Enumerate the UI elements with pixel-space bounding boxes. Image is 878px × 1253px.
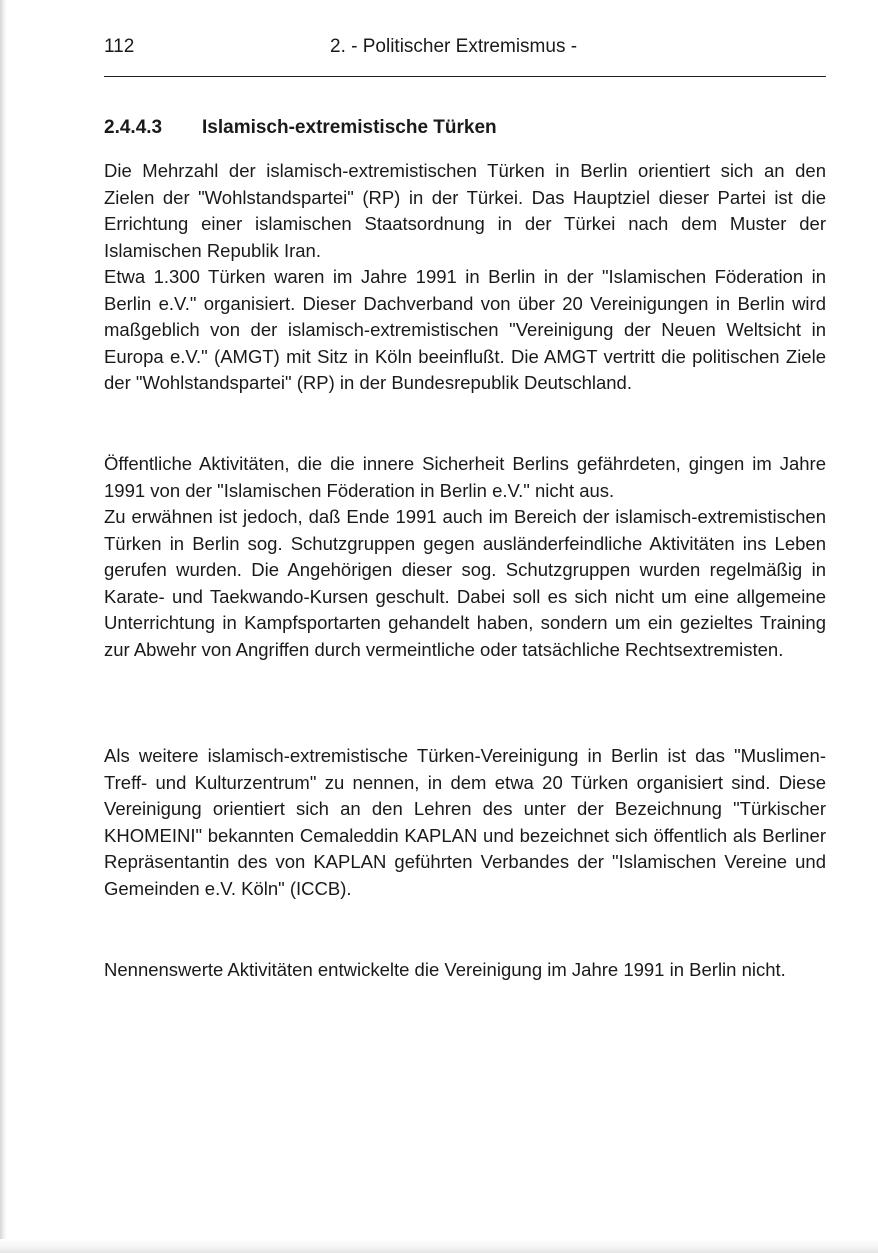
paragraph: Zu erwähnen ist jedoch, daß Ende 1991 auch im Bereich der islamisch-extremistischen Türken in Berlin sog. Schutzgruppen gegen ausländerfeindliche Aktivitäten ins Leben gerufen wurden. Die Angehörigen dieser sog. Schutzgruppen wurden regelmäßig in Karate- und Taekwando-Kursen geschult. Dabei soll es sich nicht um eine allgemeine Unterrichtung in Kampfsportarten gehandelt haben, sondern um ein gezieltes Training zur Abwehr von Angriffen durch vermeintliche oder tatsächliche Rechtsextremisten.: [104, 506, 826, 660]
page-number: 112: [104, 36, 135, 57]
paragraph: Öffentliche Aktivitäten, die die innere Sicherheit Berlins gefährdeten, gingen im Jahre 1991 von der "Islamischen Föderation in Berlin e.V." nicht aus.: [104, 453, 826, 501]
paragraph: Nennenswerte Aktivitäten entwickelte die Vereinigung im Jahre 1991 in Berlin nicht.: [104, 959, 786, 980]
section-number: 2.4.4.3: [104, 117, 163, 138]
scan-bottom-shadow: [0, 1239, 878, 1253]
page-header: [104, 36, 826, 64]
paragraph: Als weitere islamisch-extremistische Türken-Vereinigung in Berlin ist das "Muslimen-Treff- und Kulturzentrum" zu nennen, in dem etwa 20 Türken organisiert sind. Diese Vereinigung orientiert sich an den Lehren des unter der Bezeichnung "Türkischer KHOMEINI" bekannten Cemaleddin KAPLAN und bezeichnet sich öffentlich als Berliner Repräsentantin des von KAPLAN geführten Verbandes der "Islamischen Vereine und Gemeinden e.V. Köln" (ICCB).: [104, 745, 826, 899]
section-title: Islamisch-extremistische Türken: [202, 117, 497, 138]
running-title: 2. - Politischer Extremismus -: [330, 36, 578, 57]
scan-edge-shadow: [0, 0, 7, 1253]
header-rule: [104, 76, 826, 77]
paragraph: Etwa 1.300 Türken waren im Jahre 1991 in Berlin in der "Islamischen Föderation in Berlin e.V." organisiert. Dieser Dachverband von über 20 Vereinigungen in Berlin wird maßgeblich von der islamisch-extremistischen "Vereinigung der Neuen Weltsicht in Europa e.V." (AMGT) mit Sitz in Köln beeinflußt. Die AMGT vertritt die politischen Ziele der "Wohlstandspartei" (RP) in der Bundesrepublik Deutschland.: [104, 266, 826, 394]
paragraph: Die Mehrzahl der islamisch-extremistischen Türken in Berlin orientiert sich an den Zielen der "Wohlstandspartei" (RP) in der Türkei. Das Hauptziel dieser Partei ist die Errichtung einer islamischen Staatsordnung in der Türkei nach dem Muster der Islamischen Republik Iran.: [104, 160, 826, 261]
section-heading: [104, 117, 497, 139]
